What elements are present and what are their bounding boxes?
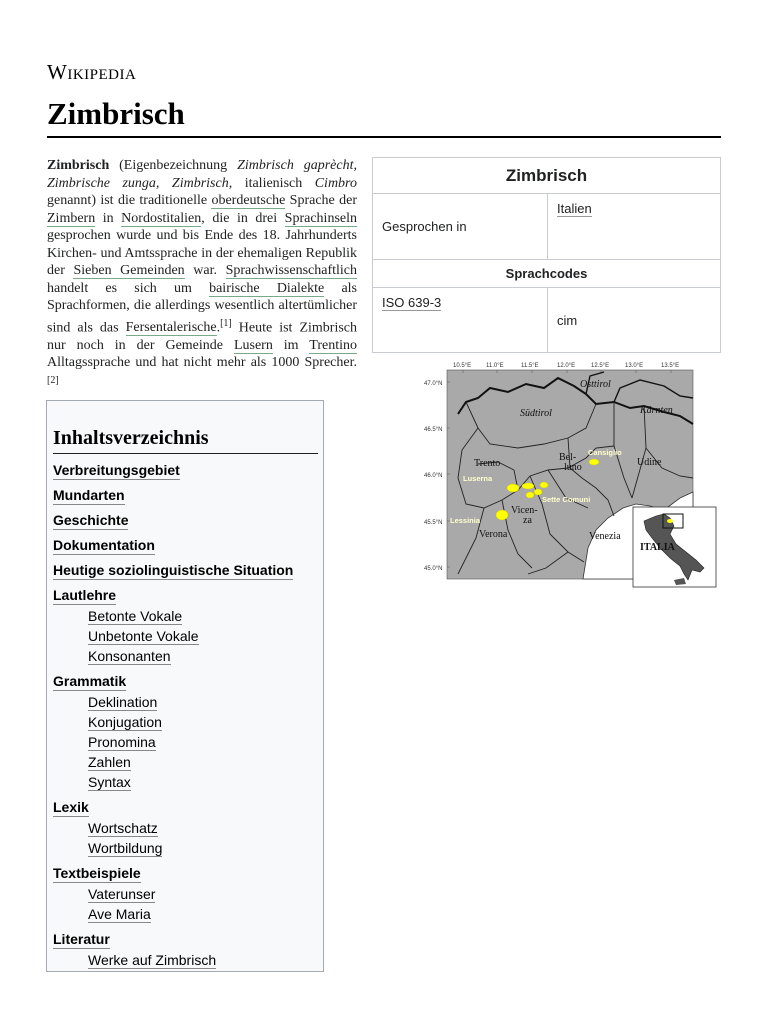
infobox-iso-value: cim [548, 288, 721, 353]
toc-link[interactable]: Lexik [53, 799, 89, 815]
lon-tick: 11.5°E [521, 363, 539, 369]
link-lusern[interactable]: Lusern [233, 337, 273, 353]
distribution-map [418, 358, 722, 590]
toc-link[interactable]: Mundarten [53, 487, 125, 503]
area-luserna [507, 484, 519, 492]
lead-term: Zimbrisch [47, 158, 110, 173]
wikipedia-logo[interactable]: Wikipedia [47, 60, 137, 84]
toc-sublist [53, 606, 323, 666]
link-nordostitalien[interactable]: Nordostitalien [121, 210, 202, 226]
toc-link[interactable]: Dokumentation [53, 537, 155, 553]
lat-tick: 45.0°N [424, 566, 443, 572]
infobox-codes-header: Sprachcodes [373, 260, 721, 288]
toc-sublist [53, 818, 323, 858]
link-italien[interactable]: Italien [557, 201, 592, 216]
lat-tick: 46.0°N [424, 473, 443, 479]
lon-tick: 11.0°E [486, 363, 504, 369]
toc-sublink[interactable]: Werke auf Zimbrisch [88, 952, 217, 968]
toc-sublink[interactable]: Vaterunser [88, 886, 156, 902]
toc-item [53, 673, 323, 792]
toc-item [53, 487, 323, 505]
toc-item [53, 512, 323, 530]
toc-item [53, 931, 323, 970]
link-sprachwissenschaftlich[interactable]: Sprachwissenschaftlich [225, 263, 357, 278]
toc-item [53, 799, 323, 858]
label-osttirol: Osttirol [580, 379, 611, 390]
page-title: Zimbrisch [47, 96, 185, 131]
lat-tick: 45.5°N [424, 520, 443, 526]
reference-1[interactable]: [1] [220, 317, 232, 329]
lon-tick: 12.5°E [591, 363, 610, 369]
link-bairische-dialekte[interactable]: bairische Dialekte [209, 280, 325, 296]
toc-sublink[interactable]: Deklination [88, 694, 158, 710]
link-oberdeutsche[interactable]: oberdeutsche [211, 193, 286, 208]
toc-link[interactable]: Grammatik [53, 673, 127, 689]
lon-tick: 10.5°E [453, 363, 472, 369]
toc-sublink[interactable]: Wortschatz [88, 820, 158, 836]
toc-subitem [88, 712, 323, 732]
area-sette-comuni-4 [540, 482, 548, 488]
infobox-title: Zimbrisch [373, 158, 721, 194]
toc-heading: Inhaltsverzeichnis [53, 427, 318, 454]
toc-sublink[interactable]: Wortbildung [88, 840, 163, 856]
label-luserna: Luserna [463, 474, 493, 483]
label-suedtirol: Südtirol [520, 408, 552, 419]
toc-sublink[interactable]: Konsonanten [88, 648, 171, 664]
toc-link[interactable]: Lautlehre [53, 587, 117, 603]
area-sette-comuni-1 [522, 483, 534, 489]
toc-subitem [88, 904, 323, 924]
toc-sublink[interactable]: Ave Maria [88, 906, 151, 922]
area-sette-comuni-3 [526, 492, 534, 498]
toc-item [53, 587, 323, 666]
toc-link[interactable]: Heutige soziolinguistische Situation [53, 562, 294, 578]
lead-paragraph: Zimbrisch (Eigenbezeichnung Zimbrisch gaprècht, Zimbrische zunga, Zimbrisch, italienisch Cimbro genannt) ist die traditionelle oberdeutsche Sprache der Zimbern in Nordostitalien, die in drei Sprachinseln gesprochen wurde und bis Ende des 18. Jahrhunderts Kirchen- und Amtssprache in der ehemaligen Republik der Sieben Gemeinden war. Sprachwissenschaftlich handelt es sich um bairische Dialekte als Sprachformen, die allerdings wesentlich altertümlicher sind als das Fersentalerische.[1] Heute ist Zimbrisch nur noch in der Gemeinde Lusern im Trentino Alltagssprache und hat nicht mehr als 1000 Sprecher.[2] [47, 158, 358, 386]
label-vicenza-1: Vicen- [511, 505, 538, 516]
lon-tick: 12.0°E [557, 363, 576, 369]
link-iso-639-3[interactable]: ISO 639-3 [382, 295, 442, 310]
toc-subitem [88, 626, 323, 646]
link-zimbern[interactable]: Zimbern [47, 210, 96, 226]
toc-link[interactable]: Geschichte [53, 512, 129, 528]
toc-subitem [88, 950, 323, 970]
label-vicenza-2: za [523, 515, 532, 526]
toc-sublist [53, 950, 323, 970]
toc-subitem [88, 884, 323, 904]
toc-subitem [88, 772, 323, 792]
infobox-spoken-label: Gesprochen in [373, 194, 548, 260]
infobox-spoken-value [548, 194, 721, 260]
toc-sublist [53, 884, 323, 924]
toc-item [53, 462, 323, 480]
toc-sublist [53, 692, 323, 792]
toc-sublink[interactable]: Konjugation [88, 714, 162, 730]
toc-subitem [88, 732, 323, 752]
toc-subitem [88, 752, 323, 772]
label-italia: ITALIA [640, 542, 675, 553]
lat-tick: 47.0°N [424, 381, 443, 387]
label-kaernten: Kärnten [640, 405, 673, 416]
toc-subitem [88, 646, 323, 666]
toc-subitem [88, 606, 323, 626]
reference-2[interactable]: [2] [47, 374, 59, 386]
table-of-contents [46, 400, 324, 972]
link-fersentalerische[interactable]: Fersentalerische [125, 320, 217, 336]
label-sette-comuni: Sette Comuni [542, 495, 591, 504]
area-cansiglio [589, 459, 599, 465]
toc-subitem [88, 838, 323, 858]
title-divider [47, 136, 721, 138]
link-sieben-gemeinden[interactable]: Sieben Gemeinden [73, 263, 185, 278]
toc-subitem [88, 818, 323, 838]
toc-sublink[interactable]: Unbetonte Vokale [88, 628, 199, 644]
label-venezia: Venezia [589, 531, 621, 542]
toc-item [53, 865, 323, 924]
lon-tick: 13.5°E [661, 363, 680, 369]
lon-tick: 13.0°E [625, 363, 644, 369]
toc-list [47, 462, 323, 970]
toc-link[interactable]: Literatur [53, 931, 110, 947]
label-trento: Trento [474, 458, 501, 469]
label-verona: Verona [479, 529, 508, 540]
area-lessinia [496, 510, 508, 520]
toc-sublink[interactable]: Pronomina [88, 734, 156, 750]
label-belluno-1: Bel- [559, 452, 577, 463]
toc-item [53, 537, 323, 555]
toc-sublink[interactable]: Syntax [88, 774, 131, 790]
toc-item [53, 562, 323, 580]
lat-tick: 46.5°N [424, 427, 443, 433]
label-udine: Udine [637, 457, 662, 468]
infobox-iso-label [373, 288, 548, 353]
toc-link[interactable]: Verbreitungsgebiet [53, 462, 180, 478]
infobox [372, 157, 721, 353]
link-sprachinseln[interactable]: Sprachinseln [284, 210, 357, 226]
label-cansiglio: Cansiglio [588, 448, 622, 457]
toc-subitem [88, 692, 323, 712]
toc-sublink[interactable]: Zahlen [88, 754, 131, 770]
toc-link[interactable]: Textbeispiele [53, 865, 141, 881]
toc-sublink[interactable]: Betonte Vokale [88, 608, 183, 624]
label-lessinia: Lessinia [450, 516, 481, 525]
area-sette-comuni-2 [534, 489, 542, 495]
link-trentino[interactable]: Trentino [309, 337, 357, 353]
inset-area [667, 519, 673, 523]
label-belluno-2: luno [564, 462, 582, 473]
